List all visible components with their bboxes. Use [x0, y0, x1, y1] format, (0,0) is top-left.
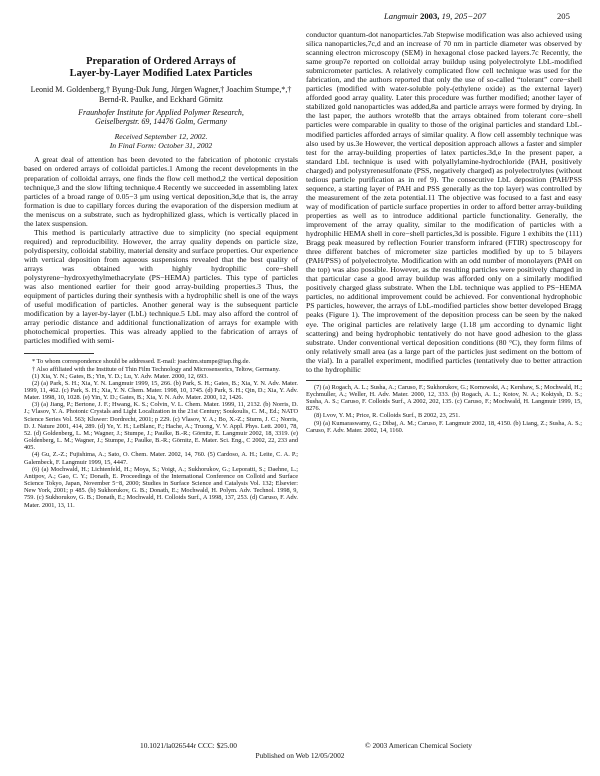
- received-dates: [24, 132, 298, 150]
- received-date: Received September 12, 2002.: [114, 132, 208, 142]
- body-paragraph: A great deal of attention has been devoted to the fabrication of photonic crystals based on ordered arrays of colloidal particles.1 Among the recent developments in the preparation of colloidal arrays, one finds the flow cell method,2 the vertical deposition technique,3 and the slow lifting technique.4 Recently we succeeded in assembling latex particles of a broad range of 0.05−3 μm using vertical deposition,3d,e that is, the array formation is due to capillary forces during the evaporation of the dispersion medium at the meniscus on a substrate, such as hydrophilized glass, which is vertically placed in the latex suspension.: [24, 155, 298, 228]
- left-column: [24, 40, 298, 509]
- article-title: [24, 56, 298, 79]
- reference-item: (6) (a) Mochwald, H.; Lichtenfeld, H.; Moya, S.; Voigt, A.; Sukhorukov, G.; Leporatti, S.; Daehne, L.; Antipov, A.; Gao, C. Y.; Donath, E. Proceedings of the International Conference on Colloid and Surface Science Tokyo, Japan, November 5−8, 2000; Studies in Surface Science and Catalysis Vol. 132; Elsevier: New York, 2001; p 485. (b) Sukhorukov, G. B.; Donath, E.; Mochwald, H. Polym. Adv. Technol. 1998, 9, 759. (c) Sukhorukov, G. B.; Donath, E.; Mochwald, H. Colloids Surf., A 1998, 137, 253. (d) Caruso, F. Adv. Mater. 2001, 13, 11.: [24, 465, 298, 509]
- right-column: [306, 30, 582, 434]
- reference-item: (1) Xia, Y. N.; Gates, B.; Yin, Y. D.; Lu, Y. Adv. Mater. 2000, 12, 693.: [32, 372, 209, 380]
- body-paragraph: This method is particularly attractive due to simplicity (no special equipment required) and reproducibility. However, the array quality depends on particle size, polydispersity, colloidal stability, material density and surface properties. Our experience with vertical deposition from aqueous suspensions revealed that the best quality of arrays was obtained with highly hydrophilic core−shell polystyrene−hydroxyethylmethacrylate (PS−HEMA) particles. This type of particles was also mentioned earlier for their good array-building properties.3 Thus, the equipment of particles during their synthesis with a hydrophilic shell is one of the ways of useful modification of particles. Another general way is the subsequent particle modification by a layer-by-layer (LbL) technique.5 LbL may also afford the control of array periodic distance and additional functionalization of arrays for example with photochemical properties. This was already applied to the fabrication of arrays of particles modified with semi-: [24, 227, 298, 346]
- author-list: Leonid M. Goldenberg,† Byung-Duk Jung, Jürgen Wagner,† Joachim Stumpe,*,† Bernd-R. Paulke, and Eckhard Görnitz: [30, 85, 292, 104]
- body-paragraph: conductor quantum-dot nanoparticles.7ab Stepwise modification was also achieved using silica nanoparticles,7c,d and an increase of 70 nm in particle diameter was observed by scanning electron microscopy (SEM) in hexagonal close packed layers.7c Recently, the same group7e reported on colloidal array buildup using polyelectrolyte LbL-modified submicrometer particles. A relatively complicated flow cell technique was used for the fabrication, and the authors reported that only the use of so-called “tolerant” core−shell particles (modified with water-soluble poly-(ethylene oxide) as the external layer) afforded good array quality. Later this procedure was further modified; another layer of stabilized gold nanoparticles was added,8a and particle arrays were formed by drying. In the last paper, the authors wrote8b that the arrays obtained from tolerant core−shell particles were comparable in quality to those of the original particles and standard LbL-modified particles afforded arrays of similar quality. A flow cell assembly technique was also used by us.3e However, the vertical deposition approach allows a faster and simpler test for the array-building properties of latex particles.3d,e In the present paper, a standard LbL technique is used with polyallylamine-hydrochloride (PAH, positively charged) and polystyrenesulfonate (PSS, negatively charged) as polyelectrolytes (without tedious particle purification as in ref 9). The consecutive LbL deposition (PAH/PSS sequence, a starting layer of PAH and PSS generally as the top layer) was controlled by the measurement of the zeta potential.11 The objective was focused to a fast and easy way of modification of particle surface properties in order to afford better array-building properties as well as to introduce additional particle functionality. Generally, the improvement of the array quality, similar to the modification of particles with a hydrophilic HEMA shell in core−shell particles,3d is possible. Figure 1 exhibits the (111) Bragg peak measured by reflection Fourier transform infrared (FTIR) spectroscopy for three different batches of micrometer size particles modified by up to 5 bilayers (PAH/PSS) of polyelectrolyte. Modification with an odd number of monolayers (PAH on the top) was also possible. However, as the resulting particles were positively charged in that particular case a good array buildup was afforded only on a similarly modified positively charged glass substrate. When the LbL technique was applied to PS−HEMA particles, no additional improvement could be achieved. For conventional hydrophobic PS particles, however, the arrays of LbL-modified particles show better developed Bragg peaks (Figure 1). The improvement of the deposition process can be seen by the naked eye. The original particles are relatively large (1.18 μm according to dynamic light scattering) and being hydrophobic tentatively do not have good adhesion to the glass substrate. Under conventional vertical deposition conditions (80 °C), they form films of only relatively small area (as a large part of the particles just sediment on the bottom of the vial). In a parallel experiment, modified particles (tentatively due to better attraction to the hydrophilic: [306, 30, 582, 374]
- reference-list: [24, 373, 298, 509]
- reference-item: (7) (a) Rogach, A. L.; Susha, A.; Caruso, F.; Sukhorukov, G.; Kornowski, A.; Kershaw, S.; Mochwald, H.; Eychmuller, A.; Weller, H. Adv. Mater. 2000, 12, 333. (b) Rogach, A. L.; Kotov, N. A.; Koktysh, D. S.; Susha, A. S.; Caruso, F. Colloids Surf., A 2002, 202, 135. (c) Caruso, F.; Mochwald, H. Langmuir 1999, 15, 8276.: [306, 383, 582, 413]
- running-header: [0, 10, 600, 24]
- reference-list: [306, 384, 582, 434]
- reference-item: (2) (a) Park, S. H.; Xia, Y. N. Langmuir 1999, 15, 266. (b) Park, S. H.; Gates, B.; Xia, Y. N. Adv. Mater. 1999, 11, 462. (c) Park, S. H.; Xia, Y. N. Chem. Mater. 1998, 10, 1745. (d) Park, S. H.; Qin, D.; Xia, Y. Adv. Mater. 1998, 10, 1028. (e) Yin, Y. D.; Gates, B.; Xia, Y. N. Adv. Mater. 2000, 12, 1426.: [24, 379, 298, 402]
- publication-date: Published on Web 12/05/2002: [255, 751, 345, 760]
- journal-citation: [384, 11, 486, 21]
- footnote-divider: [306, 380, 582, 381]
- affiliation-line-2: Geiselbergstr. 69, 14476 Golm, Germany: [95, 117, 227, 127]
- title-line-2: Layer-by-Layer Modified Latex Particles: [69, 67, 253, 79]
- affiliation: [24, 108, 298, 126]
- copyright-line: © 2003 American Chemical Society: [365, 741, 473, 750]
- affiliation-footnote: † Also affiliated with the Institute of Thin Film Technology and Microsensorics, Teltow, Germany.: [32, 365, 280, 373]
- journal-volume: 19,: [441, 11, 453, 21]
- footnote-divider: [24, 353, 94, 354]
- doi-line: 10.1021/la026544r CCC: $25.00: [140, 741, 237, 750]
- journal-pages: 205−207: [454, 11, 487, 21]
- reference-item: (4) Gu, Z.-Z.; Fujishima, A.; Sato, O. Chem. Mater. 2002, 14, 760. (5) Cardoso, A. H.; Leite, C. A. P.; Galembeck, F. Langmuir 1999, 15, 4447.: [24, 451, 298, 466]
- correspondence-footnote: * To whom correspondence should be addressed. E-mail: joachim.stumpe@iap.fhg.de.: [32, 358, 251, 366]
- title-line-1: Preparation of Ordered Arrays of: [86, 56, 236, 67]
- affiliation-line-1: Fraunhofer Institute for Applied Polymer Research,: [78, 108, 244, 117]
- page-number: 205: [557, 11, 570, 21]
- reference-item: (9) (a) Kumaraswamy, G.; Dibaj, A. M.; Caruso, F. Langmuir 2002, 18, 4150. (b) Liang, Z.; Susha, A. S.; Caruso, F. Adv. Mater. 2002, 14, 1160.: [306, 419, 582, 434]
- reference-item: (8) Lvov, Y. M.; Price, R. Colloids Surf., B 2002, 23, 251.: [314, 412, 460, 420]
- reference-item: (3) (a) Jiang, P.; Bertone, J. F.; Hwang, K. S.; Colvin, V. L. Chem. Mater. 1999, 11, 2132. (b) Norris, D. J.; Vlasov, Y. A. Photonic Crystals and Light Localization in the 21st Century; Soukoulis, C. M., Ed.; NATO Science Series Vol. 563; Kluwer: Dordrecht, 2001; p 229. (c) Vlasov, Y. A.; Bo, X.-Z.; Sturm, J. C.; Norris, D. J. Nature 2001, 414, 289. (d) Ye, Y. H.; LeBlanc, F.; Hache, A.; Truong, V. V. Appl. Phys. Lett. 2001, 78, 52. (d) Goldenberg, L. M.; Wagner, J.; Stumpe, J.; Paulke, B.-R.; Görnitz, E. Langmuir 2002, 18, 3319. (e) Goldenberg, L. M.; Wagner, J.; Stumpe, J.; Paulke, B.-R.; Görnitz, E. Mater. Sci. Eng., C 2002, 22, 233 and 405.: [24, 401, 298, 452]
- journal-name: Langmuir: [384, 11, 418, 21]
- final-form-date: In Final Form: October 31, 2002: [109, 141, 213, 151]
- journal-year: 2003,: [420, 11, 440, 21]
